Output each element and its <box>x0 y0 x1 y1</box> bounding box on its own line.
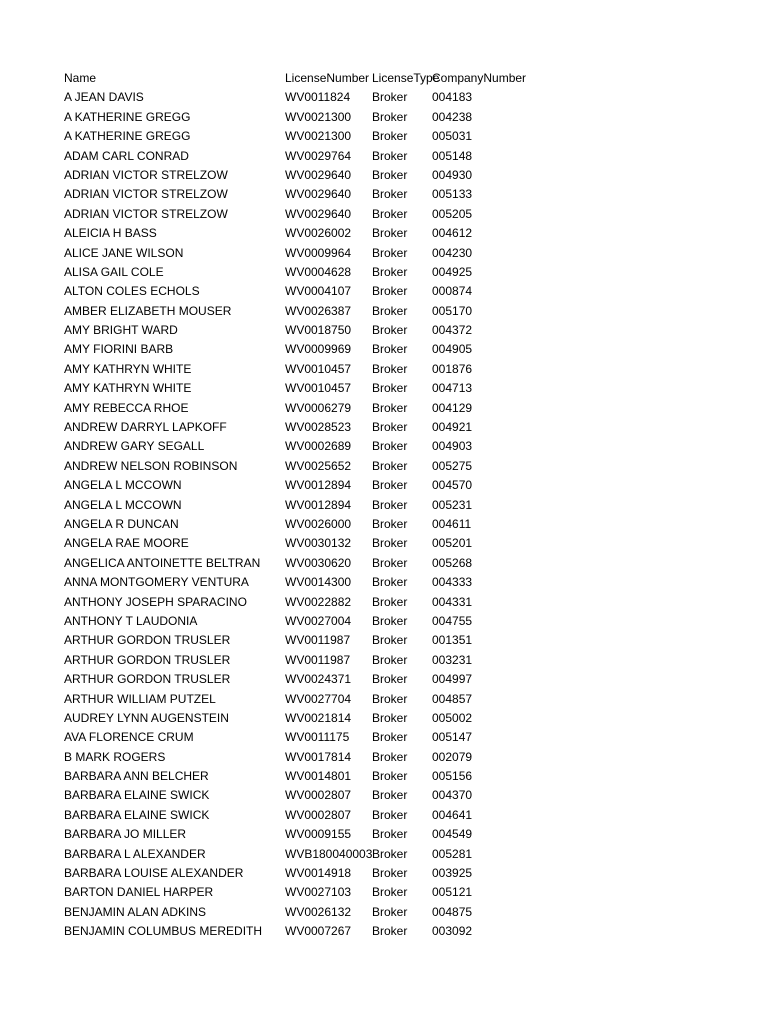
cell-license-number: WV0029764 <box>285 148 352 163</box>
table-row <box>64 651 704 670</box>
cell-license-number: WV0004107 <box>285 284 352 299</box>
cell-license-number: WV0011175 <box>285 730 350 745</box>
table-row <box>64 418 704 437</box>
cell-name: ANDREW DARRYL LAPKOFF <box>64 420 227 435</box>
cell-company-number: 004129 <box>432 400 473 415</box>
cell-license-type: Broker <box>372 633 408 648</box>
cell-license-type: Broker <box>372 129 408 144</box>
cell-name: BENJAMIN COLUMBUS MEREDITH <box>64 924 263 939</box>
table-row <box>64 321 704 340</box>
cell-license-type: Broker <box>372 710 408 725</box>
cell-license-type: Broker <box>372 439 408 454</box>
cell-name: ALTON COLES ECHOLS <box>64 284 200 299</box>
cell-license-number: WV0027704 <box>285 691 352 706</box>
cell-company-number: 005201 <box>432 536 473 551</box>
cell-company-number: 004372 <box>432 323 473 338</box>
cell-company-number: 004925 <box>432 264 473 279</box>
cell-license-number: WV0029640 <box>285 187 352 202</box>
cell-name: ANDREW NELSON ROBINSON <box>64 458 238 473</box>
cell-company-number: 004755 <box>432 613 473 628</box>
header-row <box>64 69 704 88</box>
cell-name: ARTHUR WILLIAM PUTZEL <box>64 691 216 706</box>
cell-company-number: 005275 <box>432 458 473 473</box>
cell-license-type: Broker <box>372 652 408 667</box>
cell-license-type: Broker <box>372 420 408 435</box>
table-row <box>64 185 704 204</box>
table-row <box>64 709 704 728</box>
cell-company-number: 005231 <box>432 497 473 512</box>
cell-name: A KATHERINE GREGG <box>64 109 191 124</box>
cell-company-number: 004905 <box>432 342 473 357</box>
cell-license-number: WV0027004 <box>285 613 352 628</box>
table-row <box>64 670 704 689</box>
cell-name: ADAM CARL CONRAD <box>64 148 189 163</box>
cell-license-type: Broker <box>372 613 408 628</box>
cell-name: AMBER ELIZABETH MOUSER <box>64 303 232 318</box>
table-row <box>64 457 704 476</box>
cell-license-number: WV0004628 <box>285 264 352 279</box>
cell-license-type: Broker <box>372 109 408 124</box>
cell-name: ANGELA R DUNCAN <box>64 516 179 531</box>
cell-license-number: WV0021814 <box>285 710 352 725</box>
cell-name: AMY KATHRYN WHITE <box>64 361 192 376</box>
cell-name: ANNA MONTGOMERY VENTURA <box>64 575 249 590</box>
cell-company-number: 004611 <box>432 516 472 531</box>
table-row <box>64 476 704 495</box>
cell-name: BARTON DANIEL HARPER <box>64 885 214 900</box>
cell-license-type: Broker <box>372 342 408 357</box>
table-row <box>64 593 704 612</box>
cell-license-number: WV0030620 <box>285 555 352 570</box>
cell-license-type: Broker <box>372 478 408 493</box>
cell-license-number: WV0027103 <box>285 885 352 900</box>
cell-license-type: Broker <box>372 846 408 861</box>
table-row <box>64 515 704 534</box>
cell-company-number: 001876 <box>432 361 473 376</box>
cell-license-number: WV0009964 <box>285 245 352 260</box>
cell-name: ADRIAN VICTOR STRELZOW <box>64 187 228 202</box>
cell-company-number: 003092 <box>432 924 473 939</box>
cell-license-number: WV0014918 <box>285 866 352 881</box>
table-row <box>64 166 704 185</box>
table-row <box>64 922 704 941</box>
cell-license-type: Broker <box>372 90 408 105</box>
cell-name: ANTHONY T LAUDONIA <box>64 613 198 628</box>
cell-company-number: 004857 <box>432 691 473 706</box>
cell-license-number: WV0026002 <box>285 226 352 241</box>
cell-license-type: Broker <box>372 361 408 376</box>
table-row <box>64 554 704 573</box>
cell-company-number: 004875 <box>432 904 473 919</box>
cell-name: ARTHUR GORDON TRUSLER <box>64 633 231 648</box>
cell-license-number: WV0011824 <box>285 90 351 105</box>
cell-license-number: WV0010457 <box>285 361 352 376</box>
cell-company-number: 004549 <box>432 827 473 842</box>
cell-company-number: 005133 <box>432 187 473 202</box>
cell-company-number: 004930 <box>432 167 473 182</box>
cell-license-type: Broker <box>372 594 408 609</box>
cell-license-type: Broker <box>372 497 408 512</box>
cell-license-number: WV0026000 <box>285 516 352 531</box>
table-row <box>64 147 704 166</box>
cell-company-number: 002079 <box>432 749 473 764</box>
table-row <box>64 302 704 321</box>
cell-license-type: Broker <box>372 749 408 764</box>
cell-company-number: 004333 <box>432 575 473 590</box>
cell-license-number: WV0028523 <box>285 420 352 435</box>
cell-company-number: 005031 <box>432 129 473 144</box>
cell-license-number: WV0026387 <box>285 303 352 318</box>
cell-name: AMY FIORINI BARB <box>64 342 174 357</box>
spreadsheet-table <box>64 69 704 942</box>
cell-license-number: WV0009969 <box>285 342 352 357</box>
cell-license-number: WV0012894 <box>285 497 352 512</box>
table-row <box>64 786 704 805</box>
cell-company-number: 005147 <box>432 730 473 745</box>
cell-name: ANGELICA ANTOINETTE BELTRAN <box>64 555 261 570</box>
cell-name: ADRIAN VICTOR STRELZOW <box>64 206 228 221</box>
cell-license-number: WV0025652 <box>285 458 352 473</box>
cell-license-type: Broker <box>372 672 408 687</box>
table-row <box>64 399 704 418</box>
table-row <box>64 108 704 127</box>
cell-license-type: Broker <box>372 148 408 163</box>
cell-license-number: WV0021300 <box>285 109 352 124</box>
cell-company-number: 005148 <box>432 148 473 163</box>
cell-license-number: WV0030132 <box>285 536 352 551</box>
table-row <box>64 340 704 359</box>
cell-name: AMY BRIGHT WARD <box>64 323 178 338</box>
table-row <box>64 263 704 282</box>
table-row <box>64 379 704 398</box>
cell-company-number: 004230 <box>432 245 473 260</box>
cell-company-number: 004713 <box>432 381 473 396</box>
cell-name: ALISA GAIL COLE <box>64 264 164 279</box>
cell-name: ADRIAN VICTOR STRELZOW <box>64 167 228 182</box>
cell-name: BARBARA JO MILLER <box>64 827 187 842</box>
cell-license-type: Broker <box>372 323 408 338</box>
cell-name: AVA FLORENCE CRUM <box>64 730 194 745</box>
cell-license-type: Broker <box>372 807 408 822</box>
table-row <box>64 127 704 146</box>
cell-name: ANGELA RAE MOORE <box>64 536 189 551</box>
table-row <box>64 360 704 379</box>
header-company-number: CompanyNumber <box>432 71 527 85</box>
table-row <box>64 728 704 747</box>
cell-company-number: 005002 <box>432 710 473 725</box>
cell-company-number: 004612 <box>432 226 473 241</box>
cell-license-type: Broker <box>372 381 408 396</box>
table-row <box>64 767 704 786</box>
cell-company-number: 000874 <box>432 284 473 299</box>
cell-license-number: WV0026132 <box>285 904 352 919</box>
table-row <box>64 573 704 592</box>
cell-name: BARBARA L ALEXANDER <box>64 846 206 861</box>
cell-name: ARTHUR GORDON TRUSLER <box>64 672 231 687</box>
cell-license-type: Broker <box>372 245 408 260</box>
table-row <box>64 496 704 515</box>
cell-license-number: WV0007267 <box>285 924 352 939</box>
cell-license-number: WV0009155 <box>285 827 352 842</box>
cell-company-number: 004903 <box>432 439 473 454</box>
cell-name: A JEAN DAVIS <box>64 90 144 105</box>
table-row <box>64 903 704 922</box>
cell-company-number: 004997 <box>432 672 473 687</box>
cell-license-number: WV0014801 <box>285 769 352 784</box>
cell-license-type: Broker <box>372 400 408 415</box>
cell-license-type: Broker <box>372 284 408 299</box>
cell-license-type: Broker <box>372 575 408 590</box>
cell-license-type: Broker <box>372 167 408 182</box>
cell-license-number: WV0029640 <box>285 167 352 182</box>
cell-license-type: Broker <box>372 187 408 202</box>
cell-company-number: 005268 <box>432 555 473 570</box>
cell-license-type: Broker <box>372 516 408 531</box>
cell-license-type: Broker <box>372 924 408 939</box>
cell-license-number: WV0002807 <box>285 807 352 822</box>
cell-name: B MARK ROGERS <box>64 749 166 764</box>
header-name: Name <box>64 71 97 85</box>
cell-name: BARBARA ANN BELCHER <box>64 769 209 784</box>
table-row <box>64 845 704 864</box>
cell-company-number: 005170 <box>432 303 473 318</box>
cell-license-type: Broker <box>372 866 408 881</box>
cell-license-number: WVB180040003 <box>285 846 373 861</box>
table-row <box>64 690 704 709</box>
table-row <box>64 631 704 650</box>
table-row <box>64 806 704 825</box>
cell-name: A KATHERINE GREGG <box>64 129 191 144</box>
table-row <box>64 88 704 107</box>
cell-license-type: Broker <box>372 264 408 279</box>
cell-name: AUDREY LYNN AUGENSTEIN <box>64 710 229 725</box>
cell-company-number: 004641 <box>432 807 473 822</box>
cell-company-number: 005121 <box>432 885 473 900</box>
cell-license-number: WV0021300 <box>285 129 352 144</box>
cell-license-number: WV0012894 <box>285 478 352 493</box>
cell-company-number: 003231 <box>432 652 473 667</box>
table-row <box>64 534 704 553</box>
cell-license-type: Broker <box>372 536 408 551</box>
cell-license-number: WV0017814 <box>285 749 352 764</box>
header-license-number: LicenseNumber <box>285 71 370 85</box>
cell-license-type: Broker <box>372 691 408 706</box>
table-row <box>64 748 704 767</box>
table-row <box>64 883 704 902</box>
cell-license-number: WV0011987 <box>285 652 351 667</box>
cell-company-number: 005205 <box>432 206 473 221</box>
cell-company-number: 004331 <box>432 594 473 609</box>
table-row <box>64 205 704 224</box>
cell-name: BARBARA ELAINE SWICK <box>64 807 210 822</box>
cell-license-type: Broker <box>372 555 408 570</box>
cell-license-type: Broker <box>372 788 408 803</box>
table-row <box>64 864 704 883</box>
cell-company-number: 001351 <box>432 633 473 648</box>
cell-license-number: WV0006279 <box>285 400 352 415</box>
cell-license-number: WV0022882 <box>285 594 352 609</box>
table-row <box>64 244 704 263</box>
table-row <box>64 612 704 631</box>
cell-company-number: 005156 <box>432 769 473 784</box>
header-license-type: LicenseType <box>372 71 440 85</box>
cell-license-type: Broker <box>372 303 408 318</box>
cell-name: ARTHUR GORDON TRUSLER <box>64 652 231 667</box>
cell-license-number: WV0014300 <box>285 575 352 590</box>
cell-name: ALICE JANE WILSON <box>64 245 184 260</box>
cell-license-type: Broker <box>372 206 408 221</box>
cell-license-type: Broker <box>372 226 408 241</box>
table-row <box>64 224 704 243</box>
cell-license-type: Broker <box>372 904 408 919</box>
cell-company-number: 005281 <box>432 846 473 861</box>
cell-name: ANDREW GARY SEGALL <box>64 439 205 454</box>
cell-company-number: 004570 <box>432 478 473 493</box>
cell-license-number: WV0002689 <box>285 439 352 454</box>
cell-company-number: 004183 <box>432 90 473 105</box>
cell-license-number: WV0024371 <box>285 672 352 687</box>
cell-company-number: 004238 <box>432 109 473 124</box>
cell-company-number: 004921 <box>432 420 473 435</box>
cell-name: ANGELA L MCCOWN <box>64 497 182 512</box>
cell-license-number: WV0029640 <box>285 206 352 221</box>
cell-name: ALEICIA H BASS <box>64 226 157 241</box>
table-body <box>64 88 704 941</box>
cell-license-type: Broker <box>372 885 408 900</box>
table-row <box>64 825 704 844</box>
cell-license-number: WV0010457 <box>285 381 352 396</box>
cell-company-number: 003925 <box>432 866 473 881</box>
cell-license-type: Broker <box>372 730 408 745</box>
cell-license-number: WV0011987 <box>285 633 351 648</box>
cell-license-type: Broker <box>372 458 408 473</box>
cell-name: BARBARA LOUISE ALEXANDER <box>64 866 244 881</box>
cell-license-type: Broker <box>372 827 408 842</box>
cell-name: BARBARA ELAINE SWICK <box>64 788 210 803</box>
cell-company-number: 004370 <box>432 788 473 803</box>
cell-name: BENJAMIN ALAN ADKINS <box>64 904 207 919</box>
cell-license-type: Broker <box>372 769 408 784</box>
cell-name: AMY KATHRYN WHITE <box>64 381 192 396</box>
table-row <box>64 282 704 301</box>
cell-name: ANTHONY JOSEPH SPARACINO <box>64 594 247 609</box>
cell-name: AMY REBECCA RHOE <box>64 400 189 415</box>
table-row <box>64 437 704 456</box>
cell-license-number: WV0018750 <box>285 323 352 338</box>
cell-name: ANGELA L MCCOWN <box>64 478 182 493</box>
cell-license-number: WV0002807 <box>285 788 352 803</box>
